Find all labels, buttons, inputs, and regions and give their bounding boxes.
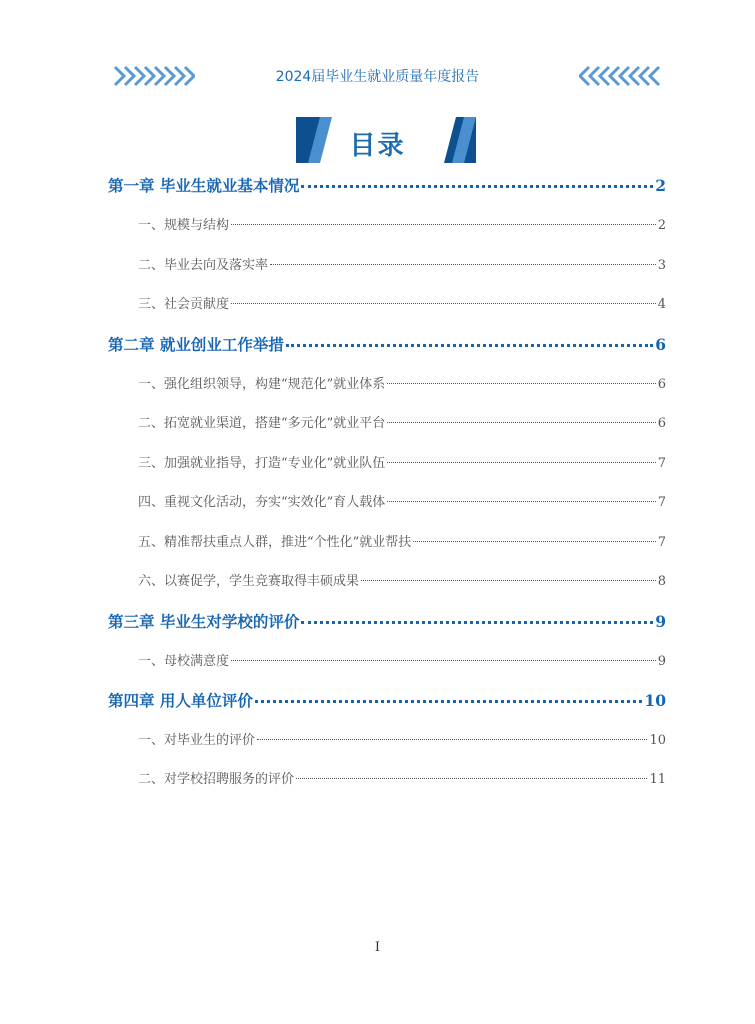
toc-entry-page-number: 8 — [657, 574, 666, 589]
toc-section-entry[interactable] — [138, 373, 666, 392]
toc-entry-page-number: 2 — [655, 176, 666, 195]
toc-leader-dots — [387, 462, 655, 463]
toc-section-entry[interactable] — [138, 768, 666, 787]
toc-entry-label: 三、社会贡献度 — [138, 297, 230, 312]
toc-entry-label: 第四章 用人单位评价 — [108, 691, 253, 710]
toc-entry-label: 六、以赛促学，学生竞赛取得丰硕成果 — [138, 574, 360, 589]
toc-entry-page-number: 11 — [649, 772, 666, 787]
toc-entry-label: 一、强化组织领导，构建“规范化”就业体系 — [138, 377, 386, 392]
toc-leader-dots — [296, 778, 647, 779]
page-number: I — [374, 940, 381, 955]
toc-entry-label: 二、对学校招聘服务的评价 — [138, 772, 295, 787]
toc-entry-label: 二、拓宽就业渠道，搭建“多元化”就业平台 — [138, 416, 386, 431]
toc-entry-label: 二、毕业去向及落实率 — [138, 258, 269, 273]
toc-entry-label: 第三章 毕业生对学校的评价 — [108, 612, 300, 631]
toc-chapter-entry[interactable] — [108, 174, 666, 196]
toc-entry-page-number: 10 — [649, 733, 666, 748]
toc-entry-label: 五、精准帮扶重点人群，推进“个性化”就业帮扶 — [138, 535, 412, 550]
toc-chapter-entry[interactable] — [108, 610, 666, 632]
toc-chapter-entry[interactable] — [108, 333, 666, 355]
toc-section-entry[interactable] — [138, 293, 666, 312]
toc-leader-dots — [413, 541, 655, 542]
toc-leader-dots — [361, 580, 656, 581]
toc-entry-page-number: 4 — [657, 297, 666, 312]
report-header-title: 2024届毕业生就业质量年度报告 — [275, 69, 480, 85]
toc-entry-page-number: 10 — [644, 691, 666, 710]
toc-leader-dots — [301, 621, 653, 624]
toc-leader-dots — [231, 224, 656, 225]
chevron-left-decoration-icon — [579, 64, 661, 88]
toc-entry-label: 一、母校满意度 — [138, 654, 230, 669]
toc-entry-label: 一、规模与结构 — [138, 218, 230, 233]
toc-leader-dots — [387, 422, 655, 423]
toc-leader-dots — [231, 660, 656, 661]
toc-entry-page-number: 2 — [657, 218, 666, 233]
toc-leader-dots — [257, 739, 647, 740]
toc-section-entry[interactable] — [138, 491, 666, 510]
toc-entry-page-number: 6 — [657, 416, 666, 431]
toc-entry-page-number: 6 — [657, 377, 666, 392]
toc-leader-dots — [286, 344, 653, 347]
toc-entry-label: 第二章 就业创业工作举措 — [108, 335, 284, 354]
toc-leader-dots — [301, 185, 653, 188]
toc-heading: 目录 — [349, 131, 406, 161]
toc-entry-label: 四、重视文化活动，夯实“实效化”育人载体 — [138, 495, 386, 510]
toc-leader-dots — [270, 264, 656, 265]
toc-entry-label: 一、对毕业生的评价 — [138, 733, 256, 748]
toc-leader-dots — [231, 303, 656, 304]
toc-leader-dots — [255, 700, 643, 703]
toc-entry-page-number: 3 — [657, 258, 666, 273]
toc-section-entry[interactable] — [138, 650, 666, 669]
toc-entry-label: 三、加强就业指导，打造“专业化”就业队伍 — [138, 456, 386, 471]
toc-section-entry[interactable] — [138, 729, 666, 748]
toc-section-entry[interactable] — [138, 214, 666, 233]
toc-section-entry[interactable] — [138, 531, 666, 550]
toc-entry-page-number: 7 — [657, 535, 666, 550]
toc-section-entry[interactable] — [138, 570, 666, 589]
toc-entry-page-number: 7 — [657, 495, 666, 510]
toc-entry-page-number: 9 — [655, 612, 666, 631]
toc-section-entry[interactable] — [138, 412, 666, 431]
toc-section-entry[interactable] — [138, 254, 666, 273]
toc-entry-label: 第一章 毕业生就业基本情况 — [108, 176, 300, 195]
toc-entry-page-number: 9 — [657, 654, 666, 669]
toc-chapter-entry[interactable] — [108, 689, 666, 711]
toc-leader-dots — [387, 501, 655, 502]
toc-section-entry[interactable] — [138, 452, 666, 471]
toc-leader-dots — [387, 383, 655, 384]
toc-entry-page-number: 6 — [655, 335, 666, 354]
toc-entry-page-number: 7 — [657, 456, 666, 471]
